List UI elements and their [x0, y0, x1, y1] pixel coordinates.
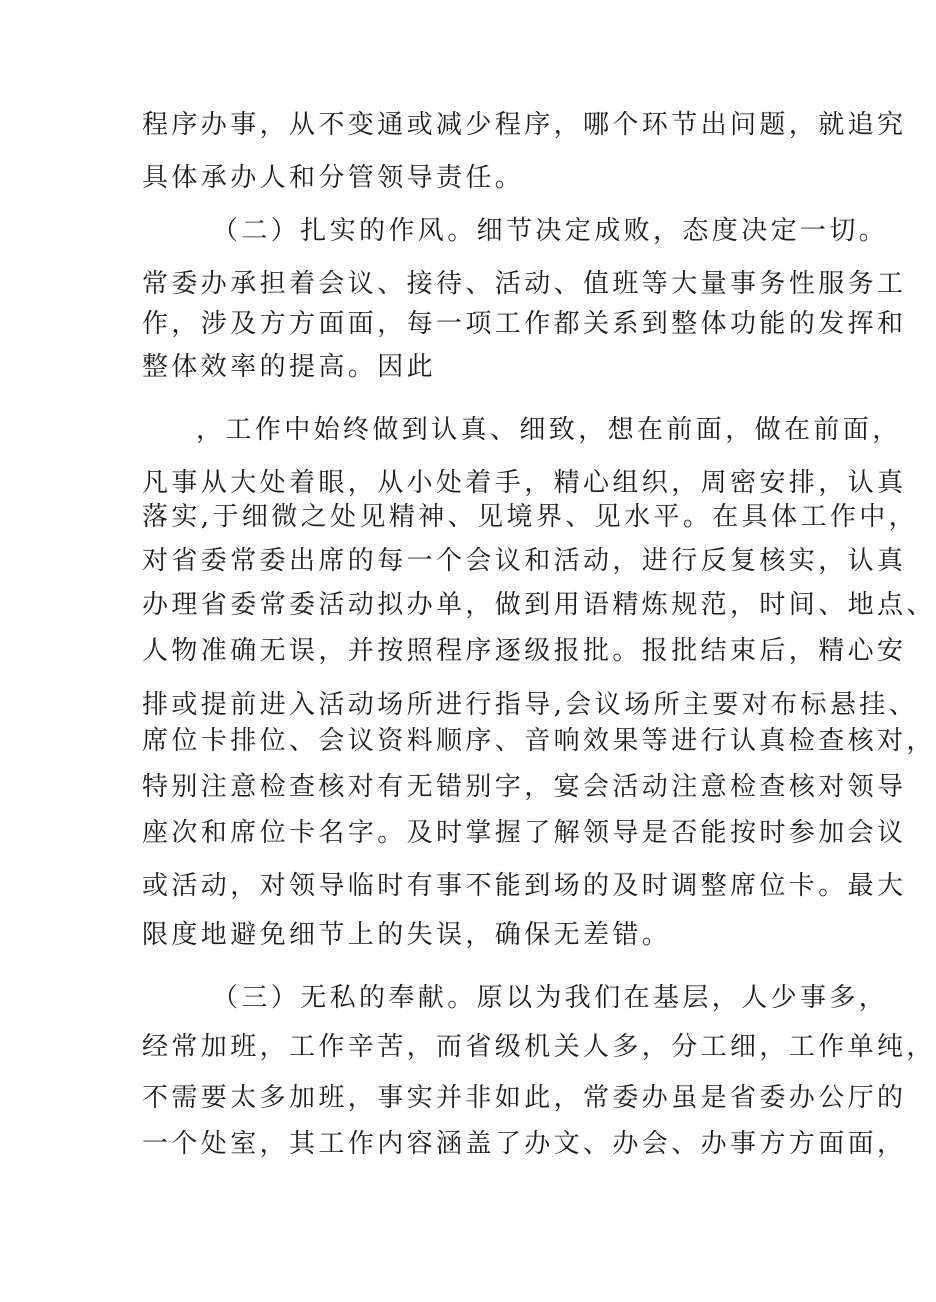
- text-line: 整体效率的提高。因此: [142, 352, 437, 382]
- section-heading-line: （三）无私的奉献。原以为我们在基层，人少事多，: [212, 983, 889, 1013]
- text-line: 席位卡排位、会议资料顺序、音响效果等进行认真检查核对，: [142, 726, 936, 756]
- section-heading-line: （二）扎实的作风。细节决定成败，态度决定一切。: [212, 216, 889, 246]
- text-line: 座次和席位卡名字。及时掌握了解领导是否能按时参加会议: [142, 818, 907, 848]
- text-line: 对省委常委出席的每一个会议和活动，进行反复核实，认真: [142, 546, 907, 576]
- text-line: 不需要太多加班，事实并非如此，常委办虽是省委办公厅的: [142, 1083, 907, 1113]
- text-line: 一个处室，其工作内容涵盖了办文、办会、办事方方面面，: [142, 1129, 907, 1159]
- text-line: 或活动，对领导临时有事不能到场的及时调整席位卡。最大: [142, 871, 907, 901]
- text-line: 经常加班，工作辛苦，而省级机关人多，分工细，工作单纯，: [142, 1032, 936, 1062]
- text-line: 落实,于细微之处见精神、见境界、见水平。在具体工作中，: [142, 502, 919, 532]
- text-line: 作，涉及方方面面，每一项工作都关系到整体功能的发挥和: [142, 309, 907, 339]
- text-line: 办理省委常委活动拟办单，做到用语精炼规范，时间、地点、: [142, 590, 936, 620]
- text-line: 常委办承担着会议、接待、活动、值班等大量事务性服务工: [142, 269, 907, 299]
- text-line: 特别注意检查核对有无错别字，宴会活动注意检查核对领导: [142, 772, 907, 802]
- text-line: 程序办事，从不变通或减少程序，哪个环节出问题，就追究: [142, 110, 907, 140]
- text-line: 限度地避免细节上的失误，确保无差错。: [142, 920, 672, 950]
- text-line: 具体承办人和分管领导责任。: [142, 163, 525, 193]
- text-line: ，工作中始终做到认真、细致，想在前面，做在前面，: [196, 415, 902, 445]
- text-line: 凡事从大处着眼，从小处着手，精心组织，周密安排，认真: [142, 468, 907, 498]
- text-line: 排或提前进入活动场所进行指导,会议场所主要对布标悬挂、: [142, 690, 919, 720]
- text-line: 人物准确无误，并按照程序逐级报批。报批结束后，精心安: [142, 636, 907, 666]
